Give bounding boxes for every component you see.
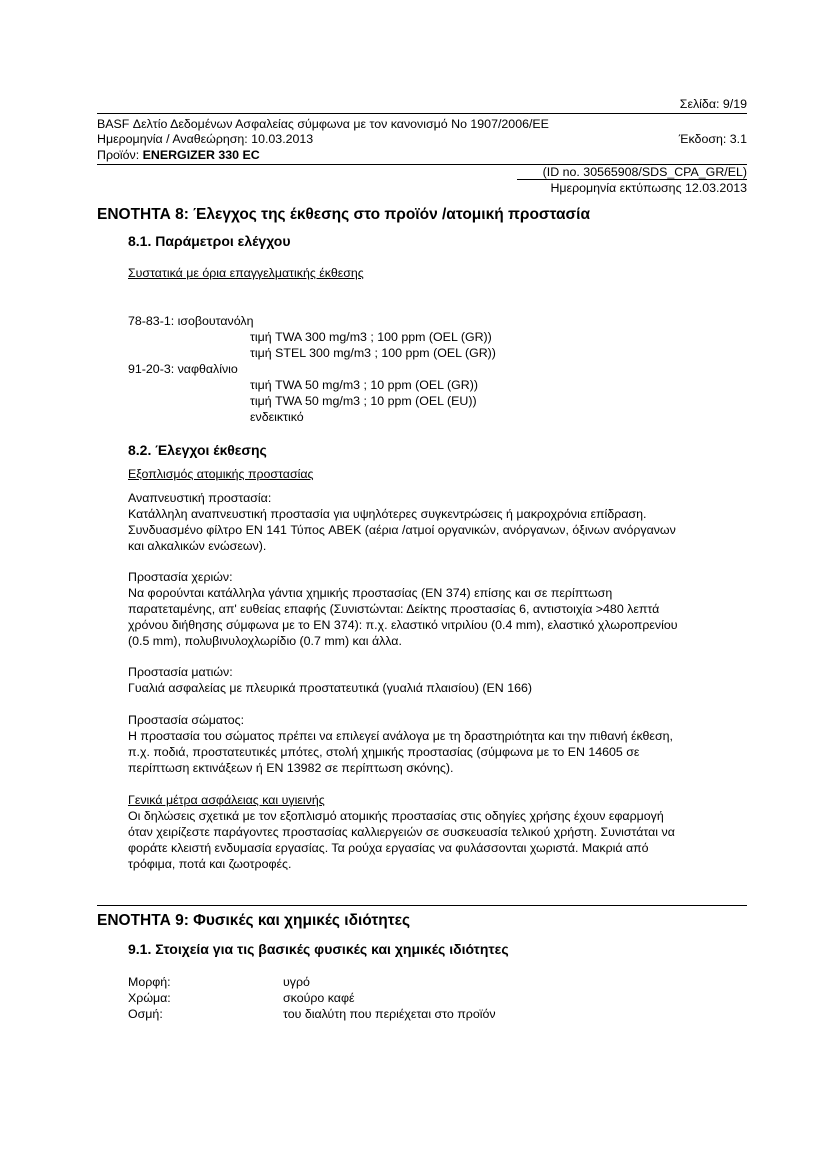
paragraph-line: περίπτωση εκτινάξεων ή EN 13982 σε περίπτωση σκόνης). — [128, 761, 454, 775]
paragraph-line: φοράτε κλειστή ενδυμασία εργασίας. Τα ρούχα εργασίας να φυλάσσονται χωριστά. Μακριά από — [128, 841, 649, 855]
paragraph-line: Οι δηλώσεις σχετικά με τον εξοπλισμό ατομικής προστασίας στις οδηγίες χρήσης έχουν εφαρμογή — [128, 809, 664, 823]
print-date: Ημερομηνία εκτύπωσης 12.03.2013 — [550, 181, 747, 195]
paragraph-line: Κατάλληλη αναπνευστική προστασία για υψηλότερες συγκεντρώσεις ή μακροχρόνια επίδραση. — [128, 507, 647, 521]
paragraph-label: Αναπνευστική προστασία: — [128, 491, 272, 505]
product-name: ENERGIZER 330 EC — [142, 148, 260, 162]
hand-protection — [128, 569, 748, 649]
product-line — [97, 147, 260, 163]
section-8-1-title: 8.1. Παράμετροι ελέγχου — [128, 233, 291, 249]
eye-protection — [128, 664, 748, 696]
ppe-heading: Εξοπλισμός ατομικής προστασίας — [128, 467, 314, 481]
component-value: τιμή TWA 50 mg/m3 ; 10 ppm (OEL (GR)) — [250, 378, 479, 392]
oel-heading: Συστατικά με όρια επαγγελματικής έκθεσης — [128, 266, 364, 280]
revision-date: Ημερομηνία / Αναθεώρηση: 10.03.2013 — [97, 132, 314, 146]
component-name: 78-83-1: ισοβουτανόλη — [128, 314, 254, 328]
paragraph-line: τρόφιμα, ποτά και ζωοτροφές. — [128, 857, 292, 871]
respiratory-protection — [128, 490, 748, 554]
section-9-1-title: 9.1. Στοιχεία για τις βασικές φυσικές και χημικές ιδιότητες — [128, 941, 509, 957]
version: Έκδοση: 3.1 — [678, 132, 747, 146]
section-8-title: ΕΝΟΤΗΤΑ 8: Έλεγχος της έκθεσης στο προϊόν /ατομική προστασία — [97, 206, 590, 223]
paragraph-line: παρατεταμένης, απ' ευθείας επαφής (Συνιστώνται: Δείκτης προστασίας 6, αντιστοιχία >480 λεπτά — [128, 602, 660, 616]
section-9-title: ΕΝΟΤΗΤΑ 9: Φυσικές και χημικές ιδιότητες — [97, 912, 411, 929]
component-value: τιμή TWA 50 mg/m3 ; 10 ppm (OEL (EU)) — [250, 394, 477, 408]
body-protection — [128, 712, 748, 776]
paragraph-line: Να φορούνται κατάλληλα γάντια χημικής προστασίας (EN 374) επίσης και σε περίπτωση — [128, 586, 613, 600]
paragraph-label: Προστασία ματιών: — [128, 665, 233, 679]
product-label: Προϊόν: — [97, 148, 143, 162]
paragraph-line: Συνδυασμένο φίλτρο EN 141 Τύπος ABEK (αέρια /ατμοί οργανικών, ανόργανων, όξινων ανόργανων — [128, 523, 676, 537]
section-8-2-title: 8.2. Έλεγχοι έκθεσης — [128, 442, 267, 458]
component-value: ενδεικτικό — [250, 410, 304, 424]
paragraph-line: Η προστασία του σώματος πρέπει να επιλεγεί ανάλογα με τη δραστηριότητα και την πιθανή έκθεση, — [128, 729, 673, 743]
paragraph-line: χρόνου διήθησης σύμφωνα με το EN 374): π.χ. ελαστικό νιτριλίου (0.4 mm), ελαστικό χλωροπρενίου — [128, 618, 678, 632]
property-label: Οσμή: — [128, 1007, 163, 1021]
property-value: του διαλύτη που περιέχεται στο προϊόν — [283, 1007, 496, 1021]
paragraph-line: Γυαλιά ασφαλείας με πλευρικά προστατευτικά (γυαλιά πλαισίου) (EN 166) — [128, 681, 532, 695]
property-value: σκούρο καφέ — [283, 991, 355, 1005]
component-value: τιμή TWA 300 mg/m3 ; 100 ppm (OEL (GR)) — [250, 330, 492, 344]
property-label: Μορφή: — [128, 975, 171, 989]
document-title: BASF Δελτίο Δεδομένων Ασφαλείας σύμφωνα με τον κανονισμό Νο 1907/2006/ΕΕ — [97, 117, 549, 131]
paragraph-label: Προστασία σώματος: — [128, 713, 245, 727]
paragraph-label: Γενικά μέτρα ασφάλειας και υγιεινής — [128, 793, 325, 807]
property-value: υγρό — [283, 975, 310, 989]
paragraph-line: π.χ. ποδιά, προστατευτικές μπότες, στολή χημικής προστασίας (σύμφωνα με το EN 14605 σε — [128, 745, 640, 759]
component-name: 91-20-3: ναφθαλίνιο — [128, 362, 238, 376]
property-label: Χρώμα: — [128, 991, 171, 1005]
paragraph-line: (0.5 mm), πολυβινυλοχλωρίδιο (0.7 mm) και άλλα. — [128, 634, 402, 648]
paragraph-line: και αλκαλικών ενώσεων). — [128, 539, 267, 553]
paragraph-line: όταν χειρίζεστε παράγοντες προστασίας καλλιεργειών σε συσκευασία τελικού χρήστη. Συνιστάται να — [128, 825, 675, 839]
section-divider — [97, 905, 747, 906]
hygiene-measures — [128, 792, 748, 872]
component-value: τιμή STEL 300 mg/m3 ; 100 ppm (OEL (GR)) — [250, 346, 496, 360]
page-number: Σελίδα: 9/19 — [679, 97, 747, 111]
document-id: (ID no. 30565908/SDS_CPA_GR/EL) — [542, 165, 747, 179]
paragraph-label: Προστασία χεριών: — [128, 570, 233, 584]
header-divider — [97, 113, 747, 114]
